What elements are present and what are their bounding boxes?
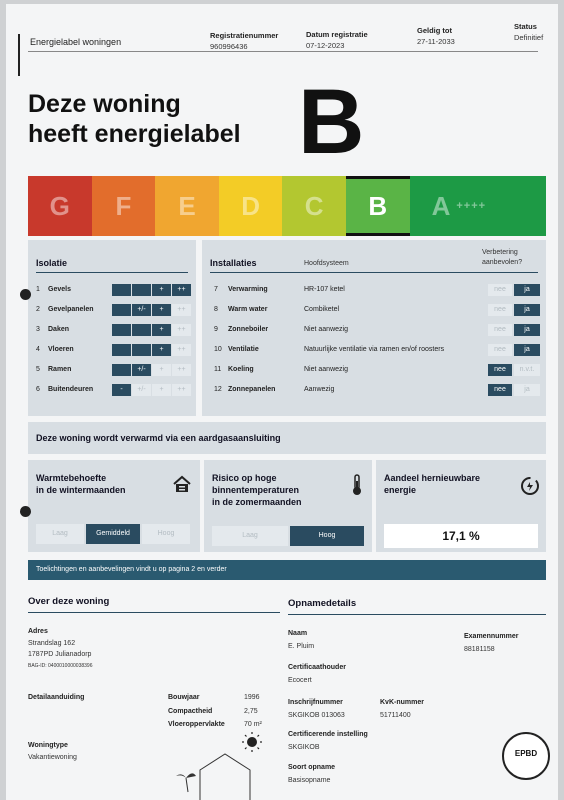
renewable-icon	[520, 476, 540, 496]
punch-hole-top	[20, 289, 31, 300]
scale-class-f	[92, 176, 156, 236]
header-rule	[28, 51, 538, 52]
inschrijf-label: Inschrijfnummer	[288, 699, 343, 706]
recommend-yes-cell: ja	[514, 284, 540, 296]
installaties-rows	[202, 282, 546, 412]
recommend-no-cell: nee	[488, 364, 512, 376]
isolatie-rating-cell: +/-	[132, 384, 151, 396]
isolatie-rating-cell	[132, 284, 151, 296]
warmte-title-2: in de wintermaanden	[36, 485, 126, 495]
isolatie-rating-cell	[112, 304, 131, 316]
adres-city: 1787PD Julianadorp	[28, 651, 92, 658]
opname-divider	[288, 614, 546, 615]
warmtebehoefte-box	[28, 460, 200, 552]
recommend-yes-cell: ja	[514, 344, 540, 356]
installaties-title: Installaties	[210, 258, 257, 268]
energy-label-page	[6, 4, 558, 800]
reg-number: 960996436	[210, 42, 248, 51]
certhouder-label: Certificaathouder	[288, 664, 346, 671]
detail-label: Detailaanduiding	[28, 694, 85, 701]
isolatie-rating-cell	[112, 324, 131, 336]
compactheid-value: 2,75	[244, 708, 258, 715]
heating-banner-text: Deze woning wordt verwarmd via een aardgasaansluiting	[36, 433, 281, 443]
installatie-row-value: Niet aanwezig	[304, 326, 348, 333]
vloeroppervlakte-value: 70 m²	[244, 721, 262, 728]
isolatie-row-number: 5	[36, 366, 40, 373]
examen-label: Examennummer	[464, 633, 519, 640]
compactheid-label: Compactheid	[168, 708, 213, 715]
reg-date-label: Datum registratie	[306, 30, 368, 39]
reg-number-label: Registratienummer	[210, 31, 279, 40]
installatie-row-label: Ventilatie	[228, 346, 259, 353]
thermometer-icon	[350, 474, 364, 496]
recommend-no-cell: nee	[488, 304, 512, 316]
certinst-label: Certificerende instelling	[288, 731, 368, 738]
certhouder-value: Ecocert	[288, 677, 312, 684]
house-icon	[172, 474, 192, 494]
punch-hole-bottom	[20, 506, 31, 517]
bouwjaar-label: Bouwjaar	[168, 694, 200, 701]
installatie-row-value: Combiketel	[304, 306, 340, 313]
installaties-divider	[210, 272, 538, 273]
isolatie-row	[28, 302, 196, 318]
scale-letter-f: F	[115, 190, 132, 221]
isolatie-rows	[28, 282, 196, 412]
recommend-yes-cell: ja	[514, 384, 540, 396]
isolatie-rating-cell: +	[152, 304, 171, 316]
scale-class-e	[155, 176, 219, 236]
warmte-title-1: Warmtebehoefte	[36, 473, 107, 483]
woningtype-label: Woningtype	[28, 742, 68, 749]
scale-class-b	[346, 176, 410, 236]
isolatie-rating-cell	[132, 344, 151, 356]
installatie-row-label: Koeling	[228, 366, 254, 373]
scale-letter-a: A	[431, 190, 451, 221]
recommend-label: Verbetering aanbevolen?	[482, 249, 523, 266]
isolatie-divider	[36, 272, 188, 273]
soort-value: Basisopname	[288, 777, 331, 784]
woningtype-value: Vakantiewoning	[28, 754, 77, 761]
house-illustration-icon	[170, 730, 270, 800]
isolatie-rating-cell: +	[152, 344, 171, 356]
isolatie-rating-cell: -	[112, 384, 131, 396]
naam-value: E. Pluim	[288, 643, 315, 650]
isolatie-row-number: 4	[36, 346, 40, 353]
energy-scale-bar	[28, 176, 546, 236]
risico-option-hoog: Hoog	[290, 526, 364, 546]
installatie-row	[202, 382, 546, 398]
energy-label-letter: B	[298, 71, 365, 173]
isolatie-row-number: 6	[36, 386, 40, 393]
isolatie-rating-cell: ++	[172, 284, 191, 296]
installatie-row-number: 10	[214, 346, 222, 353]
isolatie-rating-cell: +/-	[132, 304, 151, 316]
installatie-row-value: HR-107 ketel	[304, 286, 345, 293]
installatie-row-label: Zonnepanelen	[228, 386, 276, 393]
scale-letter-c: C	[304, 190, 324, 221]
status-value: Definitief	[514, 33, 544, 42]
scale-plus-text: ++++	[456, 200, 487, 212]
isolatie-rating-cell: ++	[172, 304, 191, 316]
valid-until: 27-11-2033	[417, 37, 455, 46]
risico-option-laag: Laag	[212, 526, 288, 546]
woning-divider	[28, 612, 280, 613]
scale-letter-d: D	[241, 190, 260, 221]
recommend-no-cell: nee	[488, 384, 512, 396]
isolatie-row-label: Gevels	[48, 286, 71, 293]
status-label: Status	[514, 22, 537, 31]
warmte-option-laag: Laag	[36, 524, 84, 544]
isolatie-rating-cell	[132, 324, 151, 336]
scale-letter-g: G	[49, 190, 70, 221]
hernieuwbaar-title-2: energie	[384, 485, 417, 495]
isolatie-rating-cell: +/-	[132, 364, 151, 376]
installatie-row-label: Warm water	[228, 306, 268, 313]
installatie-row	[202, 322, 546, 338]
isolatie-row	[28, 342, 196, 358]
scale-class-a	[410, 176, 546, 236]
heating-banner	[28, 422, 546, 454]
isolatie-rating-cell: +	[152, 384, 171, 396]
isolatie-row-label: Buitendeuren	[48, 386, 94, 393]
isolatie-row-label: Daken	[48, 326, 70, 333]
hernieuwbaar-title-1: Aandeel hernieuwbare	[384, 473, 481, 483]
recommend-yes-cell: ja	[514, 304, 540, 316]
installatie-row-number: 7	[214, 286, 218, 293]
hoofdsysteem-label: Hoofdsysteem	[304, 260, 349, 267]
installatie-row	[202, 302, 546, 318]
document-type: Energielabel woningen	[30, 37, 122, 47]
recommend-no-cell: nee	[488, 344, 512, 356]
scale-class-g	[28, 176, 92, 236]
toelichting-text: Toelichtingen en aanbevelingen vindt u op pagina 2 en verder	[36, 566, 227, 573]
scale-class-c	[282, 176, 346, 236]
installatie-row	[202, 282, 546, 298]
isolatie-rating-cell: +	[152, 364, 171, 376]
installatie-row-value: Natuurlijke ventilatie via ramen en/of roosters	[304, 346, 445, 353]
installatie-row-label: Verwarming	[228, 286, 268, 293]
isolatie-row-label: Ramen	[48, 366, 72, 373]
kvk-value: 51711400	[380, 712, 411, 719]
isolatie-row-number: 3	[36, 326, 40, 333]
adres-street: Strandslag 162	[28, 640, 76, 647]
isolatie-title: Isolatie	[36, 258, 68, 268]
isolatie-rating-cell: ++	[172, 364, 191, 376]
title-line-1: Deze woning	[28, 90, 181, 118]
installatie-row-number: 11	[214, 366, 222, 373]
risico-box	[204, 460, 372, 552]
installatie-row	[202, 362, 546, 378]
isolatie-rating-cell: +	[152, 284, 171, 296]
installatie-row-number: 9	[214, 326, 218, 333]
isolatie-row-label: Vloeren	[48, 346, 74, 353]
risico-title-1: Risico op hoge	[212, 473, 277, 483]
inschrijf-value: SKGIKOB 013063	[288, 712, 345, 719]
scale-letter-b: B	[368, 190, 388, 221]
scale-class-d	[219, 176, 283, 236]
isolatie-rating-cell: ++	[172, 324, 191, 336]
installatie-row-label: Zonneboiler	[228, 326, 269, 333]
isolatie-rating-cell	[112, 284, 131, 296]
warmte-option-gemiddeld: Gemiddeld	[86, 524, 140, 544]
hernieuwbaar-box	[376, 460, 546, 552]
bag-id: BAG-ID: 0400010000038396	[28, 663, 93, 669]
reg-date: 07-12-2023	[306, 41, 345, 50]
installatie-row-number: 8	[214, 306, 218, 313]
scale-letter-e: E	[178, 190, 196, 221]
isolatie-rating-cell: +	[152, 324, 171, 336]
kvk-label: KvK-nummer	[380, 699, 424, 706]
isolatie-row	[28, 362, 196, 378]
toelichting-bar	[28, 560, 546, 580]
soort-label: Soort opname	[288, 764, 336, 771]
installaties-panel	[202, 240, 546, 416]
recommend-yes-cell: n.v.t.	[514, 364, 540, 376]
margin-mark	[18, 34, 20, 76]
isolatie-rating-cell	[112, 344, 131, 356]
adres-label: Adres	[28, 628, 48, 635]
certinst-value: SKGIKOB	[288, 744, 320, 751]
isolatie-row-label: Gevelpanelen	[48, 306, 94, 313]
hernieuwbaar-value: 17,1 %	[384, 524, 538, 548]
naam-label: Naam	[288, 630, 308, 637]
installatie-row-value: Niet aanwezig	[304, 366, 348, 373]
isolatie-rating-cell: ++	[172, 384, 191, 396]
isolatie-rating-cell	[112, 364, 131, 376]
isolatie-row-number: 2	[36, 306, 40, 313]
valid-until-label: Geldig tot	[417, 26, 452, 35]
installatie-row-number: 12	[214, 386, 222, 393]
installatie-row-value: Aanwezig	[304, 386, 335, 393]
woning-section-title: Over deze woning	[28, 596, 110, 607]
isolatie-rating-cell: ++	[172, 344, 191, 356]
recommend-no-cell: nee	[488, 324, 512, 336]
examen-value: 88181158	[464, 646, 495, 653]
vloeroppervlakte-label: Vloeroppervlakte	[168, 721, 225, 728]
isolatie-row	[28, 282, 196, 298]
bouwjaar-value: 1996	[244, 694, 260, 701]
recommend-no-cell: nee	[488, 284, 512, 296]
epbd-logo-text: EPBD	[514, 749, 538, 758]
epbd-logo	[502, 732, 550, 780]
isolatie-row	[28, 322, 196, 338]
warmte-option-hoog: Hoog	[142, 524, 190, 544]
risico-title-3: in de zomermaanden	[212, 497, 302, 507]
risico-title-2: binnentemperaturen	[212, 485, 300, 495]
opname-section-title: Opnamedetails	[288, 598, 357, 609]
isolatie-row-number: 1	[36, 286, 40, 293]
isolatie-panel	[28, 240, 196, 416]
isolatie-row	[28, 382, 196, 398]
recommend-yes-cell: ja	[514, 324, 540, 336]
installatie-row	[202, 342, 546, 358]
title-line-2: heeft energielabel	[28, 120, 241, 148]
